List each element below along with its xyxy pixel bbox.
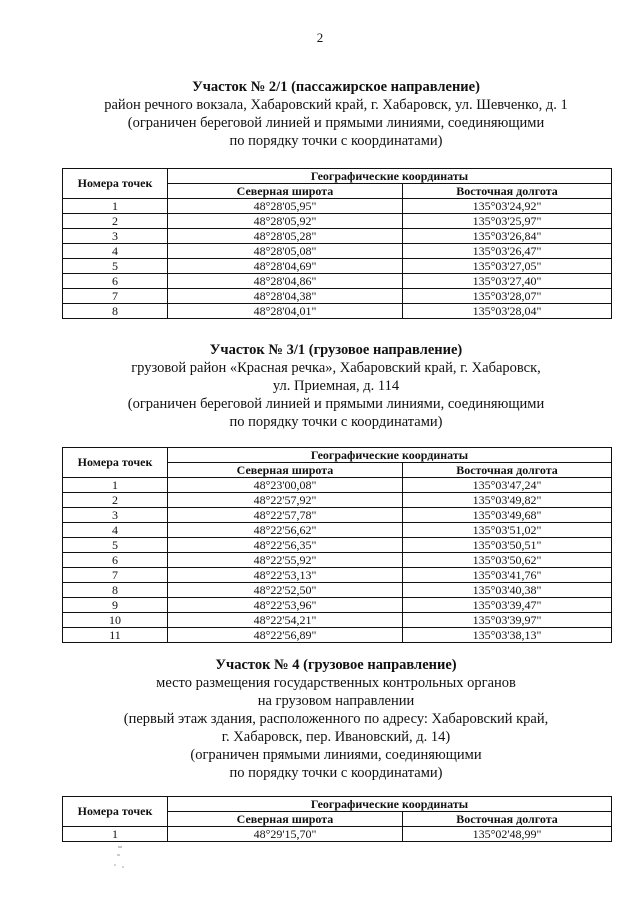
page-number: 2 [316, 30, 324, 45]
header-latitude: Северная широта [168, 184, 403, 199]
header-longitude: Восточная долгота [403, 812, 612, 827]
section-heading [60, 341, 612, 431]
point-number: 3 [63, 229, 168, 244]
table-row [63, 274, 612, 289]
table-row [63, 304, 612, 319]
longitude: 135°03'49,82" [403, 493, 612, 508]
latitude: 48°28'04,38" [168, 289, 403, 304]
header-longitude: Восточная долгота [403, 184, 612, 199]
longitude: 135°03'26,47" [403, 244, 612, 259]
point-number: 5 [63, 538, 168, 553]
table-row [63, 199, 612, 214]
table-row [63, 613, 612, 628]
section-heading [60, 656, 612, 782]
header-point-number: Номера точек [63, 169, 168, 199]
table-row [63, 478, 612, 493]
table-row [63, 523, 612, 538]
latitude: 48°28'05,95" [168, 199, 403, 214]
point-number: 4 [63, 244, 168, 259]
header-point-number: Номера точек [63, 797, 168, 827]
longitude: 135°03'25,97" [403, 214, 612, 229]
section-description: (ограничен береговой линией и прямыми линиями, соединяющими [127, 396, 545, 412]
section-description: грузовой район «Красная речка», Хабаровский край, г. Хабаровск, [131, 360, 541, 376]
header-latitude: Северная широта [168, 812, 403, 827]
table-row [63, 493, 612, 508]
latitude: 48°22'56,89" [168, 628, 403, 643]
header-point-number: Номера точек [63, 448, 168, 478]
table-row [63, 827, 612, 842]
coordinates-table [62, 796, 612, 842]
latitude: 48°22'57,92" [168, 493, 403, 508]
scan-marks-icon [108, 845, 132, 878]
longitude: 135°03'40,38" [403, 583, 612, 598]
table-row [63, 259, 612, 274]
longitude: 135°03'27,40" [403, 274, 612, 289]
section-description: г. Хабаровск, пер. Ивановский, д. 14) [221, 729, 451, 745]
coordinates-table [62, 447, 612, 643]
section-description: (ограничен прямыми линиями, соединяющими [190, 747, 482, 763]
longitude: 135°03'41,76" [403, 568, 612, 583]
point-number: 7 [63, 289, 168, 304]
latitude: 48°22'57,78" [168, 508, 403, 523]
header-longitude: Восточная долгота [403, 463, 612, 478]
section-description: место размещения государственных контрольных органов [156, 675, 516, 691]
section-description: район речного вокзала, Хабаровский край, г. Хабаровск, ул. Шевченко, д. 1 [104, 97, 568, 113]
point-number: 6 [63, 274, 168, 289]
section-description: ул. Приемная, д. 114 [272, 378, 400, 394]
header-geo: Географические координаты [168, 169, 612, 184]
coordinates-table [62, 168, 612, 319]
latitude: 48°22'52,50" [168, 583, 403, 598]
latitude: 48°28'05,08" [168, 244, 403, 259]
point-number: 4 [63, 523, 168, 538]
table-row [63, 508, 612, 523]
longitude: 135°03'50,51" [403, 538, 612, 553]
latitude: 48°28'04,01" [168, 304, 403, 319]
longitude: 135°03'51,02" [403, 523, 612, 538]
latitude: 48°28'04,86" [168, 274, 403, 289]
point-number: 8 [63, 583, 168, 598]
table-row [63, 628, 612, 643]
point-number: 11 [63, 628, 168, 643]
latitude: 48°29'15,70" [168, 827, 403, 842]
table-header-row [63, 169, 612, 184]
table-row [63, 289, 612, 304]
section-description: по порядку точки с координатами) [229, 414, 443, 430]
header-geo: Географические координаты [168, 797, 612, 812]
table-row [63, 598, 612, 613]
longitude: 135°02'48,99" [403, 827, 612, 842]
table-row [63, 568, 612, 583]
longitude: 135°03'39,97" [403, 613, 612, 628]
latitude: 48°22'53,13" [168, 568, 403, 583]
longitude: 135°03'24,92" [403, 199, 612, 214]
section-description: по порядку точки с координатами) [229, 133, 443, 149]
section-description: (первый этаж здания, расположенного по адресу: Хабаровский край, [123, 711, 549, 727]
section-heading [60, 78, 612, 150]
table-row [63, 244, 612, 259]
table-header-row [63, 797, 612, 812]
section-3-1 [60, 341, 612, 643]
header-latitude: Северная широта [168, 463, 403, 478]
point-number: 3 [63, 508, 168, 523]
header-geo: Географические координаты [168, 448, 612, 463]
latitude: 48°23'00,08" [168, 478, 403, 493]
point-number: 10 [63, 613, 168, 628]
longitude: 135°03'28,04" [403, 304, 612, 319]
latitude: 48°22'54,21" [168, 613, 403, 628]
point-number: 8 [63, 304, 168, 319]
point-number: 5 [63, 259, 168, 274]
point-number: 1 [63, 478, 168, 493]
point-number: 2 [63, 214, 168, 229]
section-title: Участок № 4 (грузовое направление) [215, 657, 457, 673]
point-number: 9 [63, 598, 168, 613]
latitude: 48°28'05,92" [168, 214, 403, 229]
longitude: 135°03'47,24" [403, 478, 612, 493]
point-number: 1 [63, 827, 168, 842]
latitude: 48°22'56,35" [168, 538, 403, 553]
point-number: 1 [63, 199, 168, 214]
table-row [63, 214, 612, 229]
latitude: 48°28'04,69" [168, 259, 403, 274]
point-number: 2 [63, 493, 168, 508]
latitude: 48°22'56,62" [168, 523, 403, 538]
longitude: 135°03'49,68" [403, 508, 612, 523]
table-row [63, 229, 612, 244]
point-number: 7 [63, 568, 168, 583]
latitude: 48°22'55,92" [168, 553, 403, 568]
longitude: 135°03'27,05" [403, 259, 612, 274]
latitude: 48°22'53,96" [168, 598, 403, 613]
section-description: по порядку точки с координатами) [229, 765, 443, 781]
scan-artifact-icon [108, 845, 132, 875]
longitude: 135°03'39,47" [403, 598, 612, 613]
latitude: 48°28'05,28" [168, 229, 403, 244]
longitude: 135°03'28,07" [403, 289, 612, 304]
section-4 [60, 656, 612, 842]
section-2-1 [60, 78, 612, 319]
section-description: (ограничен береговой линией и прямыми линиями, соединяющими [127, 115, 545, 131]
table-row [63, 538, 612, 553]
section-title: Участок № 3/1 (грузовое направление) [209, 342, 463, 358]
longitude: 135°03'38,13" [403, 628, 612, 643]
longitude: 135°03'26,84" [403, 229, 612, 244]
section-description: на грузовом направлении [257, 693, 415, 709]
point-number: 6 [63, 553, 168, 568]
table-header-row [63, 448, 612, 463]
table-row [63, 553, 612, 568]
section-title: Участок № 2/1 (пассажирское направление) [192, 79, 480, 95]
longitude: 135°03'50,62" [403, 553, 612, 568]
table-row [63, 583, 612, 598]
